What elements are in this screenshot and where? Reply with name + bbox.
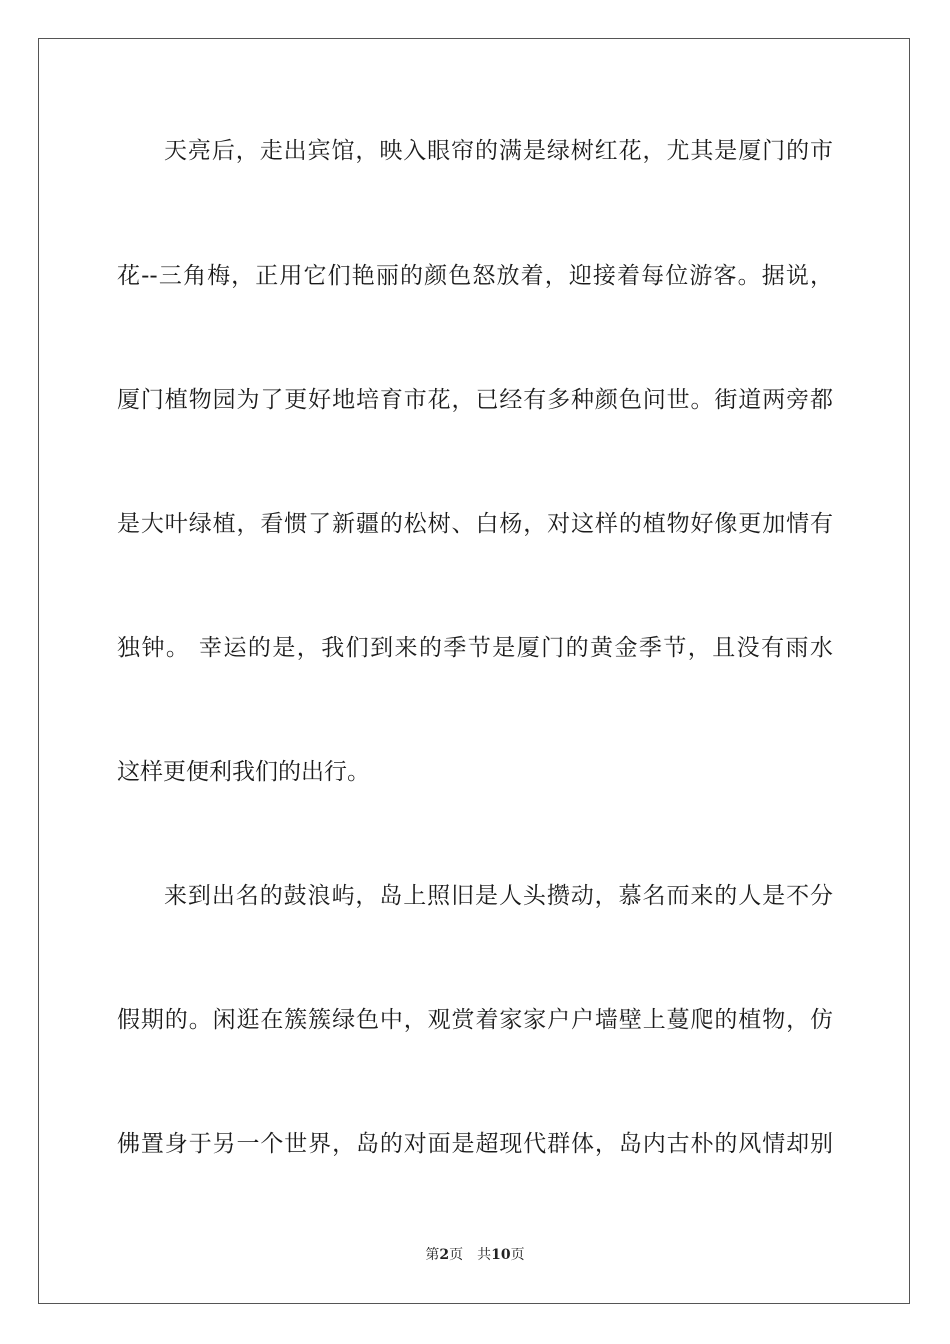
paragraph-2-line-1: 来到出名的鼓浪屿，岛上照旧是人头攒动，慕名而来的人是不分 (164, 883, 833, 909)
paragraph-1-line-5: 独钟。 幸运的是，我们到来的季节是厦门的黄金季节，且没有雨水 (117, 635, 833, 661)
total-suffix: 页 (510, 1247, 525, 1263)
paragraph-1-line-1: 天亮后，走出宾馆，映入眼帘的满是绿树红花，尤其是厦门的市 (164, 138, 833, 164)
total-pages: 10 (491, 1247, 511, 1263)
paragraph-1-line-2: 花--三角梅，正用它们艳丽的颜色怒放着，迎接着每位游客。据说， (117, 263, 833, 289)
page-number: 2 (439, 1247, 450, 1263)
page-prefix: 第 (425, 1247, 440, 1263)
page-border (38, 38, 910, 1304)
paragraph-1-line-4: 是大叶绿植，看惯了新疆的松树、白杨，对这样的植物好像更加情有 (117, 511, 833, 537)
total-prefix: 共 (477, 1247, 492, 1263)
paragraph-1-line-6: 这样更便利我们的出行。 (117, 759, 370, 785)
page-footer (0, 1244, 950, 1264)
paragraph-2-line-2: 假期的。闲逛在簇簇绿色中，观赏着家家户户墙壁上蔓爬的植物，仿 (117, 1007, 833, 1033)
paragraph-2-line-3: 佛置身于另一个世界，岛的对面是超现代群体，岛内古朴的风情却别 (117, 1131, 833, 1157)
paragraph-1-line-3: 厦门植物园为了更好地培育市花，已经有多种颜色问世。街道两旁都 (117, 387, 833, 413)
page-suffix: 页 (449, 1247, 464, 1263)
